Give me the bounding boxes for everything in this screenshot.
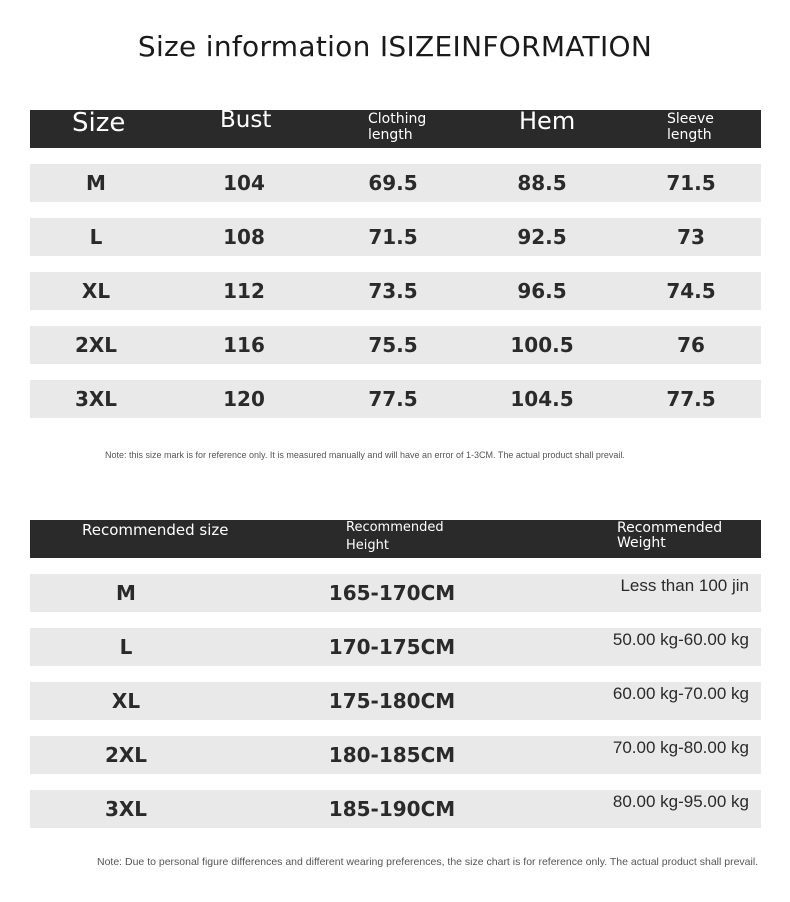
cell-weight: Less than 100 jin: [620, 576, 749, 595]
cell-height: 185-190CM: [328, 797, 456, 821]
header-hem: Hem: [519, 107, 576, 135]
cell-sleeve: 71.5: [666, 171, 716, 195]
cell-hem: 104.5: [510, 387, 574, 411]
recommend-table-header: [30, 520, 761, 558]
cell-height: 170-175CM: [328, 635, 456, 659]
size-table-header: [30, 107, 761, 148]
header-bust: Bust: [220, 107, 272, 133]
cell-bust: 104: [223, 171, 265, 195]
table-row: [30, 628, 761, 666]
size-table-note: Note: this size mark is for reference only. It is measured manually and will have an error of 1-3CM. The actual product shall prevail.: [105, 450, 625, 460]
cell-size: XL: [81, 279, 111, 303]
cell-size: M: [116, 581, 136, 605]
cell-size: 2XL: [104, 743, 148, 767]
cell-size: M: [86, 171, 106, 195]
cell-length: 69.5: [368, 171, 418, 195]
header-size: Size: [72, 108, 126, 138]
cell-sleeve: 77.5: [666, 387, 716, 411]
cell-length: 73.5: [368, 279, 418, 303]
table-row: [30, 574, 761, 612]
cell-hem: 88.5: [517, 171, 567, 195]
cell-size: L: [119, 635, 133, 659]
cell-weight: 80.00 kg-95.00 kg: [612, 792, 749, 811]
header-clothing-length-line1: Clothing: [368, 111, 427, 127]
cell-weight: 70.00 kg-80.00 kg: [612, 738, 749, 757]
header-clothing-length-line2: length: [368, 127, 413, 143]
cell-height: 180-185CM: [328, 743, 456, 767]
table-row: [30, 682, 761, 720]
cell-bust: 112: [223, 279, 265, 303]
header-weight-line2: Weight: [617, 535, 666, 551]
cell-size: 3XL: [74, 387, 118, 411]
cell-hem: 96.5: [517, 279, 567, 303]
table-row: [30, 790, 761, 828]
cell-size: 3XL: [104, 797, 148, 821]
header-height-line1: Recommended: [346, 520, 444, 535]
cell-size: XL: [111, 689, 141, 713]
cell-bust: 116: [223, 333, 265, 357]
cell-weight: 60.00 kg-70.00 kg: [612, 684, 749, 703]
cell-length: 77.5: [368, 387, 418, 411]
table-row: [30, 218, 761, 256]
cell-bust: 108: [223, 225, 265, 249]
cell-hem: 100.5: [510, 333, 574, 357]
table-row: [30, 736, 761, 774]
table-row: [30, 380, 761, 418]
header-recommended-size: Recommended size: [82, 521, 229, 539]
header-sleeve-length-line1: Sleeve: [667, 111, 714, 127]
recommend-table-note: Note: Due to personal figure differences and different wearing preferences, the size chart is for reference only. The actual product shall prevail.: [97, 856, 759, 868]
cell-size: L: [89, 225, 103, 249]
header-sleeve-length-line2: length: [667, 127, 712, 143]
cell-bust: 120: [223, 387, 265, 411]
cell-size: 2XL: [74, 333, 118, 357]
page-title: Size information ISIZEINFORMATION: [137, 30, 653, 63]
cell-hem: 92.5: [517, 225, 567, 249]
header-height-line2: Height: [346, 538, 389, 553]
cell-sleeve: 73: [677, 225, 705, 249]
cell-length: 75.5: [368, 333, 418, 357]
cell-length: 71.5: [368, 225, 418, 249]
table-row: [30, 272, 761, 310]
table-row: [30, 164, 761, 202]
header-weight-line1: Recommended: [617, 520, 723, 536]
cell-height: 175-180CM: [328, 689, 456, 713]
table-row: [30, 326, 761, 364]
cell-height: 165-170CM: [328, 581, 456, 605]
cell-weight: 50.00 kg-60.00 kg: [612, 630, 749, 649]
cell-sleeve: 74.5: [666, 279, 716, 303]
cell-sleeve: 76: [677, 333, 705, 357]
